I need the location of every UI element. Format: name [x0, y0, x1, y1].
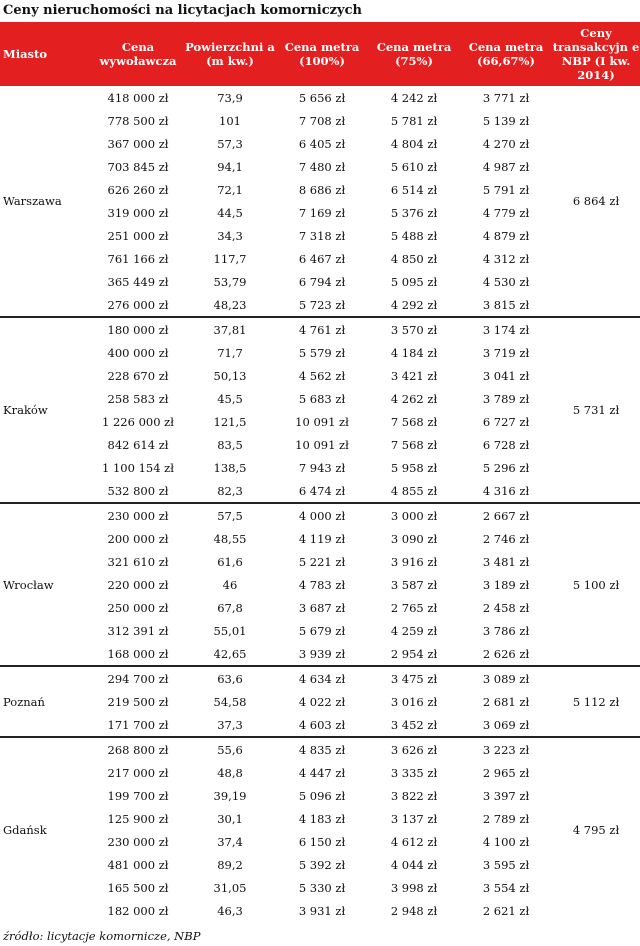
table-row — [0, 86, 640, 109]
price-100-cell: 7 480 zł — [298, 159, 346, 174]
price-6667-cell: 3 481 zł — [482, 554, 530, 569]
price-100-cell: 5 579 zł — [298, 345, 346, 360]
price-75-cell: 4 612 zł — [390, 834, 438, 849]
starting-price-cell: 251 000 zł — [107, 228, 169, 243]
area-cell: 48,23 — [213, 297, 247, 312]
starting-price-cell: 761 166 zł — [107, 251, 169, 266]
price-100-cell: 5 330 zł — [298, 880, 346, 895]
price-100-cell: 7 318 zł — [298, 228, 346, 243]
price-100-cell: 3 939 zł — [298, 646, 346, 661]
table-row — [0, 830, 640, 853]
price-6667-cell: 5 139 zł — [482, 113, 530, 128]
table-row — [0, 713, 640, 737]
price-75-cell: 3 090 zł — [390, 531, 438, 546]
area-cell: 46,3 — [217, 903, 243, 918]
starting-price-cell: 165 500 zł — [107, 880, 169, 895]
starting-price-cell: 219 500 zł — [107, 694, 169, 709]
price-6667-cell: 2 789 zł — [482, 811, 530, 826]
price-100-cell: 5 723 zł — [298, 297, 346, 312]
price-6667-cell: 5 296 zł — [482, 460, 530, 475]
price-100-cell: 4 119 zł — [298, 531, 346, 546]
price-6667-cell: 4 779 zł — [482, 205, 530, 220]
area-cell: 34,3 — [217, 228, 243, 243]
starting-price-cell: 182 000 zł — [107, 903, 169, 918]
price-6667-cell: 3 786 zł — [482, 623, 530, 638]
price-6667-cell: 4 316 zł — [482, 483, 530, 498]
price-75-cell: 3 016 zł — [390, 694, 438, 709]
price-100-cell: 8 686 zł — [298, 182, 346, 197]
area-cell: 83,5 — [217, 437, 243, 452]
price-100-cell: 4 835 zł — [276, 737, 368, 761]
starting-price-cell: 418 000 zł — [107, 90, 169, 105]
price-6667-cell: 4 270 zł — [482, 136, 530, 151]
table-row — [0, 761, 640, 784]
header-starting-price: Cena wywoławcza — [92, 22, 184, 86]
price-100-cell: 5 221 zł — [298, 554, 346, 569]
price-100-cell: 4 000 zł — [276, 503, 368, 527]
price-75-cell: 5 095 zł — [390, 274, 438, 289]
price-100-cell: 6 474 zł — [298, 483, 346, 498]
area-cell: 57,3 — [217, 136, 243, 151]
starting-price-cell: 168 000 zł — [107, 646, 169, 661]
area-cell: 73,9 — [217, 90, 243, 105]
table-body — [0, 86, 640, 922]
table-row — [0, 433, 640, 456]
auction-prices-table — [0, 22, 640, 922]
table-row — [0, 201, 640, 224]
table-row — [0, 341, 640, 364]
price-75-cell: 4 242 zł — [390, 90, 438, 105]
starting-price-cell: 1 100 154 zł — [102, 460, 174, 475]
price-6667-cell: 3 397 zł — [482, 788, 530, 803]
area-cell: 82,3 — [217, 483, 243, 498]
city-cell: Wrocław — [0, 503, 92, 666]
area-cell: 37,81 — [184, 317, 276, 341]
area-cell: 45,5 — [217, 391, 243, 406]
price-100-cell: 6 467 zł — [298, 251, 346, 266]
starting-price-cell: 842 614 zł — [107, 437, 169, 452]
table-row — [0, 364, 640, 387]
area-cell: 50,13 — [213, 368, 247, 383]
area-cell: 117,7 — [213, 251, 247, 266]
table-row — [0, 247, 640, 270]
price-6667-cell: 3 069 zł — [482, 717, 530, 732]
price-75-cell: 2 948 zł — [390, 903, 438, 918]
price-6667-cell: 3 041 zł — [482, 368, 530, 383]
price-100-cell: 7 708 zł — [298, 113, 346, 128]
city-cell: Poznań — [0, 666, 92, 737]
price-100-cell: 4 603 zł — [298, 717, 346, 732]
table-row — [0, 479, 640, 503]
price-6667-cell: 6 728 zł — [482, 437, 530, 452]
price-6667-cell: 3 554 zł — [482, 880, 530, 895]
table-row — [0, 876, 640, 899]
area-cell: 94,1 — [217, 159, 243, 174]
price-75-cell: 4 259 zł — [390, 623, 438, 638]
starting-price-cell: 276 000 zł — [107, 297, 169, 312]
price-6667-cell: 3 595 zł — [482, 857, 530, 872]
nbp-price-cell: 5 731 zł — [552, 317, 640, 503]
starting-price-cell: 294 700 zł — [92, 666, 184, 690]
price-100-cell: 3 687 zł — [298, 600, 346, 615]
header-nbp-prices: Ceny transakcyjn e NBP (I kw. 2014) — [552, 22, 640, 86]
header-row — [0, 22, 640, 86]
price-75-cell: 3 452 zł — [390, 717, 438, 732]
table-row — [0, 596, 640, 619]
starting-price-cell: 171 700 zł — [107, 717, 169, 732]
price-75-cell: 3 626 zł — [368, 737, 460, 761]
price-75-cell: 4 044 zł — [390, 857, 438, 872]
source-note: źródło: licytacje komornicze, NBP — [3, 929, 201, 943]
area-cell: 138,5 — [213, 460, 247, 475]
price-75-cell: 4 804 zł — [390, 136, 438, 151]
table-row — [0, 155, 640, 178]
price-100-cell: 4 761 zł — [276, 317, 368, 341]
price-100-cell: 4 022 zł — [298, 694, 346, 709]
starting-price-cell: 626 260 zł — [107, 182, 169, 197]
price-6667-cell: 3 089 zł — [460, 666, 552, 690]
price-75-cell: 3 000 zł — [368, 503, 460, 527]
starting-price-cell: 367 000 zł — [107, 136, 169, 151]
price-100-cell: 5 096 zł — [298, 788, 346, 803]
price-75-cell: 2 954 zł — [390, 646, 438, 661]
price-75-cell: 3 137 zł — [390, 811, 438, 826]
area-cell: 55,6 — [184, 737, 276, 761]
area-cell: 67,8 — [217, 600, 243, 615]
price-6667-cell: 4 879 zł — [482, 228, 530, 243]
price-75-cell: 4 850 zł — [390, 251, 438, 266]
price-75-cell: 3 475 zł — [368, 666, 460, 690]
area-cell: 48,55 — [213, 531, 247, 546]
price-6667-cell: 3 771 zł — [482, 90, 530, 105]
area-cell: 61,6 — [217, 554, 243, 569]
price-75-cell: 3 916 zł — [390, 554, 438, 569]
table-row — [0, 690, 640, 713]
starting-price-cell: 258 583 zł — [107, 391, 169, 406]
price-6667-cell: 2 681 zł — [482, 694, 530, 709]
starting-price-cell: 268 800 zł — [92, 737, 184, 761]
price-100-cell: 10 091 zł — [295, 437, 349, 452]
area-cell: 30,1 — [217, 811, 243, 826]
price-100-cell: 7 169 zł — [298, 205, 346, 220]
table-row — [0, 270, 640, 293]
price-75-cell: 4 262 zł — [390, 391, 438, 406]
price-6667-cell: 4 987 zł — [482, 159, 530, 174]
price-100-cell: 6 794 zł — [298, 274, 346, 289]
area-cell: 101 — [219, 113, 241, 128]
price-6667-cell: 5 791 zł — [482, 182, 530, 197]
table-row — [0, 132, 640, 155]
price-75-cell: 3 335 zł — [390, 765, 438, 780]
starting-price-cell: 321 610 zł — [107, 554, 169, 569]
nbp-price-cell: 5 100 zł — [552, 503, 640, 666]
price-6667-cell: 3 789 zł — [482, 391, 530, 406]
starting-price-cell: 125 900 zł — [107, 811, 169, 826]
area-cell: 54,58 — [213, 694, 247, 709]
price-6667-cell: 4 100 zł — [482, 834, 530, 849]
price-100-cell: 10 091 zł — [295, 414, 349, 429]
table-row — [0, 642, 640, 666]
starting-price-cell: 481 000 zł — [107, 857, 169, 872]
price-75-cell: 7 568 zł — [390, 437, 438, 452]
table-row — [0, 224, 640, 247]
area-cell: 42,65 — [213, 646, 247, 661]
price-100-cell: 4 562 zł — [298, 368, 346, 383]
area-cell: 37,4 — [217, 834, 243, 849]
price-75-cell: 3 587 zł — [390, 577, 438, 592]
table-row — [0, 807, 640, 830]
price-6667-cell: 3 223 zł — [460, 737, 552, 761]
area-cell: 48,8 — [217, 765, 243, 780]
price-100-cell: 3 931 zł — [298, 903, 346, 918]
price-75-cell: 4 184 zł — [390, 345, 438, 360]
table-row — [0, 573, 640, 596]
nbp-price-cell: 5 112 zł — [552, 666, 640, 737]
table-row — [0, 550, 640, 573]
city-cell: Gdańsk — [0, 737, 92, 922]
price-75-cell: 7 568 zł — [390, 414, 438, 429]
price-75-cell: 3 998 zł — [390, 880, 438, 895]
price-75-cell: 5 488 zł — [390, 228, 438, 243]
city-cell: Warszawa — [3, 194, 62, 208]
starting-price-cell: 217 000 zł — [107, 765, 169, 780]
price-75-cell: 5 610 zł — [390, 159, 438, 174]
price-6667-cell: 2 626 zł — [482, 646, 530, 661]
area-cell: 71,7 — [217, 345, 243, 360]
starting-price-cell: 180 000 zł — [92, 317, 184, 341]
table-title: Ceny nieruchomości na licytacjach komorniczych — [3, 3, 362, 18]
header-city: Miasto — [0, 22, 92, 86]
table-row — [0, 737, 640, 761]
starting-price-cell: 228 670 zł — [107, 368, 169, 383]
area-cell: 39,19 — [213, 788, 247, 803]
price-100-cell: 6 405 zł — [298, 136, 346, 151]
nbp-price-cell: 4 795 zł — [552, 737, 640, 922]
price-75-cell: 5 376 zł — [390, 205, 438, 220]
table-row — [0, 527, 640, 550]
table-row — [0, 410, 640, 433]
price-100-cell: 5 656 zł — [298, 90, 346, 105]
starting-price-cell: 1 226 000 zł — [102, 414, 174, 429]
starting-price-cell: 703 845 zł — [107, 159, 169, 174]
price-6667-cell: 2 965 zł — [482, 765, 530, 780]
starting-price-cell: 199 700 zł — [107, 788, 169, 803]
area-cell: 63,6 — [184, 666, 276, 690]
header-price-75: Cena metra (75%) — [368, 22, 460, 86]
nbp-price-cell: 6 864 zł — [572, 194, 620, 208]
price-75-cell: 4 292 zł — [390, 297, 438, 312]
price-75-cell: 4 855 zł — [390, 483, 438, 498]
starting-price-cell: 778 500 zł — [107, 113, 169, 128]
area-cell: 44,5 — [217, 205, 243, 220]
table-row — [0, 317, 640, 341]
starting-price-cell: 230 000 zł — [92, 503, 184, 527]
table-row — [0, 178, 640, 201]
price-100-cell: 5 392 zł — [298, 857, 346, 872]
starting-price-cell: 365 449 zł — [107, 274, 169, 289]
header-price-6667: Cena metra (66,67%) — [460, 22, 552, 86]
price-6667-cell: 3 815 zł — [482, 297, 530, 312]
starting-price-cell: 400 000 zł — [107, 345, 169, 360]
price-100-cell: 4 447 zł — [298, 765, 346, 780]
price-100-cell: 5 679 zł — [298, 623, 346, 638]
price-6667-cell: 3 189 zł — [482, 577, 530, 592]
starting-price-cell: 250 000 zł — [107, 600, 169, 615]
starting-price-cell: 319 000 zł — [107, 205, 169, 220]
price-75-cell: 5 781 zł — [390, 113, 438, 128]
price-75-cell: 5 958 zł — [390, 460, 438, 475]
price-6667-cell: 2 667 zł — [460, 503, 552, 527]
price-100-cell: 4 634 zł — [276, 666, 368, 690]
price-75-cell: 3 822 zł — [390, 788, 438, 803]
starting-price-cell: 312 391 zł — [107, 623, 169, 638]
header-price-100: Cena metra (100%) — [276, 22, 368, 86]
price-6667-cell: 3 174 zł — [460, 317, 552, 341]
price-100-cell: 4 183 zł — [298, 811, 346, 826]
table-row — [0, 109, 640, 132]
starting-price-cell: 532 800 zł — [107, 483, 169, 498]
table-row — [0, 293, 640, 317]
price-75-cell: 3 421 zł — [390, 368, 438, 383]
price-6667-cell: 4 530 zł — [482, 274, 530, 289]
price-6667-cell: 2 746 zł — [482, 531, 530, 546]
price-100-cell: 4 783 zł — [298, 577, 346, 592]
city-cell: Kraków — [0, 317, 92, 503]
starting-price-cell: 200 000 zł — [107, 531, 169, 546]
area-cell: 72,1 — [217, 182, 243, 197]
area-cell: 31,05 — [213, 880, 247, 895]
table-row — [0, 619, 640, 642]
area-cell: 57,5 — [184, 503, 276, 527]
area-cell: 89,2 — [217, 857, 243, 872]
table-row — [0, 387, 640, 410]
table-row — [0, 899, 640, 922]
area-cell: 46 — [222, 577, 238, 592]
price-6667-cell: 6 727 zł — [482, 414, 530, 429]
area-cell: 55,01 — [213, 623, 247, 638]
area-cell: 37,3 — [217, 717, 243, 732]
area-cell: 53,79 — [213, 274, 247, 289]
table-row — [0, 784, 640, 807]
price-6667-cell: 2 621 zł — [482, 903, 530, 918]
price-100-cell: 5 683 zł — [298, 391, 346, 406]
table-row — [0, 666, 640, 690]
price-75-cell: 3 570 zł — [368, 317, 460, 341]
price-6667-cell: 2 458 zł — [482, 600, 530, 615]
price-100-cell: 7 943 zł — [298, 460, 346, 475]
price-100-cell: 6 150 zł — [298, 834, 346, 849]
table-row — [0, 853, 640, 876]
starting-price-cell: 220 000 zł — [107, 577, 169, 592]
header-area: Powierzchni a (m kw.) — [184, 22, 276, 86]
table-row — [0, 456, 640, 479]
table-row — [0, 503, 640, 527]
price-75-cell: 2 765 zł — [390, 600, 438, 615]
price-6667-cell: 4 312 zł — [482, 251, 530, 266]
price-75-cell: 6 514 zł — [390, 182, 438, 197]
price-6667-cell: 3 719 zł — [482, 345, 530, 360]
area-cell: 121,5 — [213, 414, 247, 429]
starting-price-cell: 230 000 zł — [107, 834, 169, 849]
